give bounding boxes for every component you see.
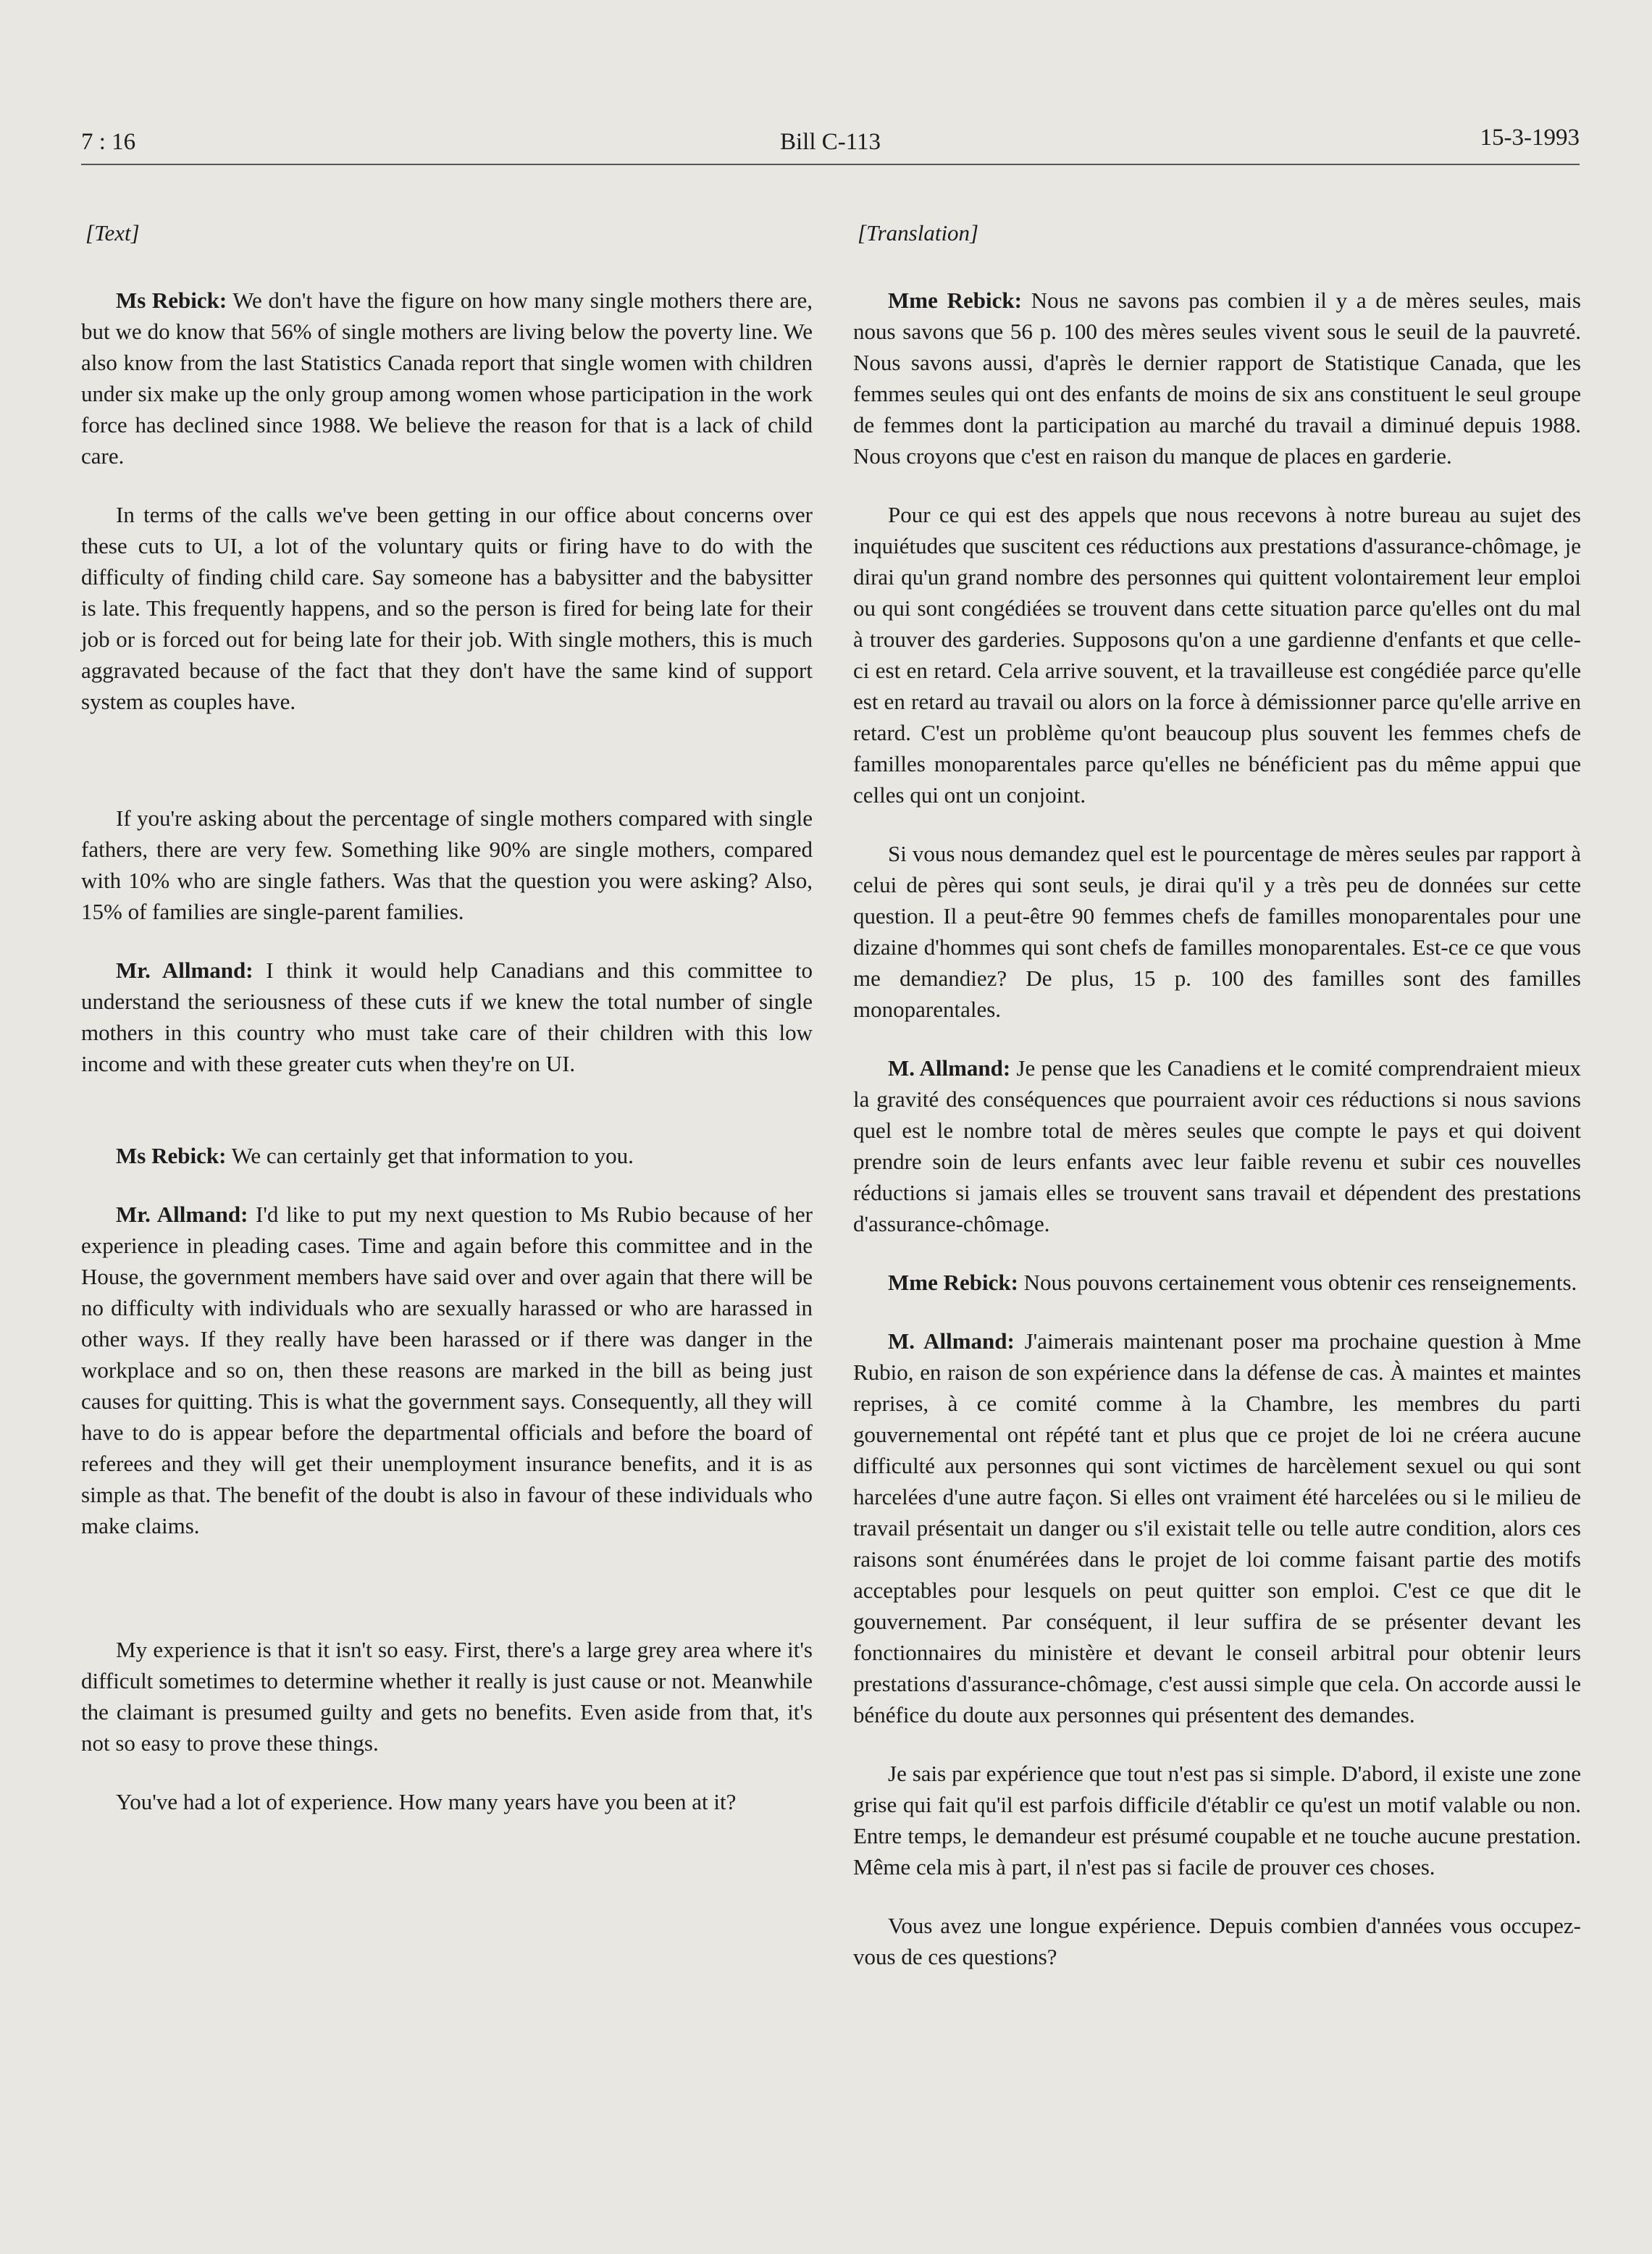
- speaker-name: M. Allmand:: [888, 1055, 1011, 1081]
- page-date: 15-3-1993: [1480, 125, 1580, 151]
- french-column: [853, 217, 1581, 2000]
- paragraph-text: J'aimerais maintenant poser ma prochaine question à Mme Rubio, en raison de son expérience dans la défense de cas. À maintes et maintes reprises, à ce comité comme à la Chambre, les membres du parti gouvernemental ont répété tant et plus que ce projet de loi ne créera aucune difficulté aux personnes qui sont victimes de harcèlement sexuel ou qui sont harcelées d'une autre façon. Si elles ont vraiment été harcelées ou si le milieu de travail présentait un danger ou s'il existait telle ou telle autre condition, alors ces raisons sont énumérées dans le projet de loi comme faisant partie des motifs acceptables pour lesquels on peut quitter son emploi. C'est ce que dit le gouvernement. Par conséquent, il leur suffira de se présenter devant les fonctionnaires du ministère et devant le conseil arbitral pour obtenir leurs prestations d'assurance-chômage, c'est aussi simple que cela. On accorde aussi le bénéfice du doute aux personnes qui présentent des demandes.: [853, 1328, 1581, 1727]
- paragraph-text: Si vous nous demandez quel est le pourcentage de mères seules par rapport à celui de pères qui sont seuls, je dirai qu'il y a très peu de données sur cette question. Il a peut-être 90 femmes chefs de familles monoparentales pour une dizaine d'hommes qui sont chefs de familles monoparentales. Est-ce ce que vous me demandiez? De plus, 15 p. 100 des familles sont des familles monoparentales.: [853, 841, 1581, 1022]
- speaker-name: M. Allmand:: [888, 1328, 1015, 1354]
- paragraph-text: Je pense que les Canadiens et le comité comprendraient mieux la gravité des conséquences que pourraient avoir ces réductions si nous savions quel est le nombre total de mères seules que compte le pays et qui doivent prendre soin de leurs enfants avec leur faible revenu et subir ces nouvelles réductions si jamais elles se trouvent sans travail et dépendent des prestations d'assurance-chômage.: [853, 1055, 1581, 1236]
- paragraph-text: Je sais par expérience que tout n'est pas si simple. D'abord, il existe une zone grise qui fait qu'il est parfois difficile d'établir ce qu'est un motif valable ou non. Entre temps, le demandeur est présumé coupable et ne touche aucune prestation. Même cela mis à part, il n'est pas si facile de prouver ces choses.: [853, 1761, 1581, 1880]
- speaker-name: Ms Rebick:: [116, 1143, 227, 1168]
- paragraph-text: I think it would help Canadians and this committee to understand the seriousness of these cuts if we knew the total number of single mothers in this country who must take care of their children with this low income and with these greater cuts when they're on UI.: [81, 958, 813, 1076]
- english-column: [81, 217, 813, 1845]
- column-heading: [Translation]: [858, 220, 979, 246]
- paragraph: [81, 1140, 813, 1171]
- paragraph-text: We don't have the figure on how many single mothers there are, but we do know that 56% of single mothers are living below the poverty line. We also know from the last Statistics Canada report that single women with children under six make up the only group among women whose participation in the work force has declined since 1988. We believe the reason for that is a lack of child care.: [81, 288, 813, 469]
- paragraph: [853, 1052, 1581, 1239]
- page-header: [81, 122, 1580, 162]
- paragraph-text: If you're asking about the percentage of single mothers compared with single fathers, there are very few. Something like 90% are single mothers, compared with 10% who are single fathers. Was that the question you were asking? Also, 15% of families are single-parent families.: [81, 805, 813, 924]
- speaker-name: Mme Rebick:: [888, 288, 1022, 313]
- paragraph-text: Nous pouvons certainement vous obtenir ces renseignements.: [1018, 1270, 1577, 1295]
- paragraph: [853, 1267, 1581, 1298]
- speaker-name: Mr. Allmand:: [116, 1202, 248, 1227]
- speaker-name: Ms Rebick:: [116, 288, 227, 313]
- paragraph: [853, 1910, 1581, 1972]
- paragraph: [853, 1325, 1581, 1730]
- paragraph: [853, 838, 1581, 1025]
- paragraph-text: In terms of the calls we've been getting in our office about concerns over these cuts to UI, a lot of the voluntary quits or firing have to do with the difficulty of finding child care. Say someone has a babysitter and the babysitter is late. This frequently happens, and so the person is fired for being late for their job or is forced out for being late for their job. With single mothers, this is much aggravated because of the fact that they don't have the same kind of support system as couples have.: [81, 502, 813, 714]
- paragraph: [853, 499, 1581, 810]
- paragraph-text: We can certainly get that information to you.: [226, 1143, 634, 1168]
- speaker-name: Mr. Allmand:: [116, 958, 253, 983]
- bill-title: Bill C-113: [779, 129, 881, 155]
- page-number: 7 : 16: [81, 129, 136, 155]
- paragraph-text: Pour ce qui est des appels que nous recevons à notre bureau au sujet des inquiétudes que suscitent ces réductions aux prestations d'assurance-chômage, je dirai qu'un grand nombre des personnes qui quittent volontairement leur emploi ou qui sont congédiées se trouvent dans cette situation parce qu'elles ont du mal à trouver des garderies. Supposons qu'on a une gardienne d'enfants et que celle-ci est en retard. Cela arrive souvent, et la travailleuse est congédiée parce qu'elle est en retard au travail ou alors on la force à démissionner parce qu'elle arrive en retard. C'est un problème qu'ont beaucoup plus souvent les femmes chefs de familles monoparentales parce qu'elles ne bénéficient pas du même appui que celles qui ont un conjoint.: [853, 502, 1581, 808]
- paragraph: [853, 1758, 1581, 1882]
- column-heading: [Text]: [85, 220, 140, 246]
- speaker-name: Mme Rebick:: [888, 1270, 1018, 1295]
- paragraph-text: Nous ne savons pas combien il y a de mères seules, mais nous savons que 56 p. 100 des mères seules vivent sous le seuil de la pauvreté. Nous savons aussi, d'après le dernier rapport de Statistique Canada, que les femmes seules qui ont des enfants de moins de six ans constituent le seul groupe de femmes dont la participation au marché du travail a diminué depuis 1988. Nous croyons que c'est en raison du manque de places en garderie.: [853, 288, 1581, 469]
- header-rule: [81, 164, 1580, 165]
- paragraph-text: You've had a lot of experience. How many years have you been at it?: [116, 1789, 737, 1814]
- paragraph: [853, 285, 1581, 472]
- paragraph: [81, 803, 813, 927]
- paragraph: [81, 1786, 813, 1817]
- paragraph-text: My experience is that it isn't so easy. First, there's a large grey area where it's difficult sometimes to determine whether it really is just cause or not. Meanwhile the claimant is presumed guilty and gets no benefits. Even aside from that, it's not so easy to prove these things.: [81, 1637, 813, 1756]
- paragraph: [81, 1199, 813, 1541]
- paragraph: [81, 285, 813, 472]
- paragraph: [81, 499, 813, 717]
- paragraph: [81, 1634, 813, 1759]
- paragraph-text: I'd like to put my next question to Ms Rubio because of her experience in pleading cases. Time and again before this committee and in the House, the government members have said over and over again that there will be no difficulty with individuals who are sexually harassed or who are harassed in other ways. If they really have been harassed or if there was danger in the workplace and so on, then these reasons are marked in the bill as being just causes for quitting. This is what the government says. Consequently, all they will have to do is appear before the departmental officials and before the board of referees and they will get their unemployment insurance benefits, and it is as simple as that. The benefit of the doubt is also in favour of these individuals who make claims.: [81, 1202, 813, 1538]
- paragraph-text: Vous avez une longue expérience. Depuis combien d'années vous occupez-vous de ces questions?: [853, 1913, 1581, 1969]
- paragraph: [81, 955, 813, 1079]
